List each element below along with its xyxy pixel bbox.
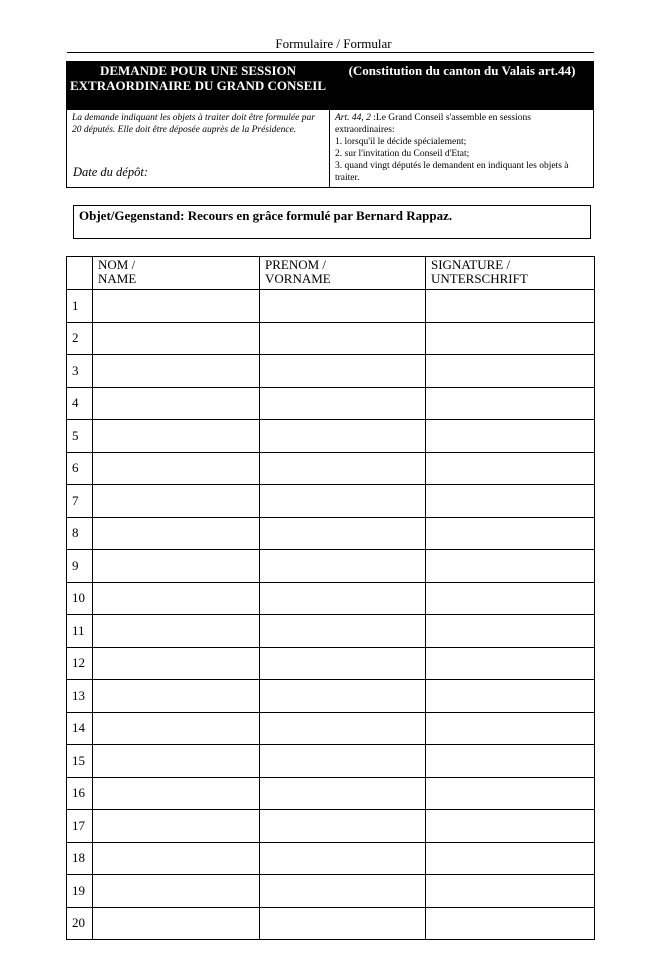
column-header-line: SIGNATURE /	[431, 257, 511, 272]
article-item: 1. lorsqu'il le décide spécialement;	[335, 137, 467, 147]
signature-cell[interactable]	[426, 842, 595, 875]
instructions-text: La demande indiquant les objets à traiter doit être formulée par 20 députés. Elle doit être déposée auprès de la Présidence.	[72, 113, 315, 135]
signature-cell[interactable]	[426, 647, 595, 680]
row-number: 4	[67, 387, 93, 420]
row-number: 8	[67, 517, 93, 550]
name-cell[interactable]	[93, 615, 260, 648]
row-number: 9	[67, 550, 93, 583]
table-row	[67, 387, 595, 420]
title-rule	[67, 52, 594, 53]
name-cell[interactable]	[93, 355, 260, 388]
column-header-signature	[426, 257, 595, 290]
name-cell[interactable]	[93, 387, 260, 420]
number-column-header	[67, 257, 93, 290]
row-number: 15	[67, 745, 93, 778]
signature-cell[interactable]	[426, 517, 595, 550]
row-number: 14	[67, 712, 93, 745]
article-ref: Art. 44, 2	[335, 113, 371, 123]
name-cell[interactable]	[93, 712, 260, 745]
column-header-line: VORNAME	[265, 271, 331, 286]
table-row	[67, 322, 595, 355]
table-row	[67, 777, 595, 810]
firstname-cell[interactable]	[260, 810, 426, 843]
column-header-line: UNTERSCHRIFT	[431, 271, 528, 286]
signature-cell[interactable]	[426, 907, 595, 940]
firstname-cell[interactable]	[260, 290, 426, 323]
name-cell[interactable]	[93, 290, 260, 323]
signature-cell[interactable]	[426, 680, 595, 713]
signature-cell[interactable]	[426, 745, 595, 778]
signature-cell[interactable]	[426, 550, 595, 583]
column-header-line: PRENOM /	[265, 257, 327, 272]
name-cell[interactable]	[93, 322, 260, 355]
firstname-cell[interactable]	[260, 907, 426, 940]
table-row	[67, 355, 595, 388]
firstname-cell[interactable]	[260, 647, 426, 680]
signature-cell[interactable]	[426, 322, 595, 355]
table-row	[67, 290, 595, 323]
name-cell[interactable]	[93, 517, 260, 550]
table-row	[67, 452, 595, 485]
firstname-cell[interactable]	[260, 355, 426, 388]
request-title: DEMANDE POUR UNE SESSION EXTRAORDINAIRE DU GRAND CONSEIL	[69, 63, 327, 93]
row-number: 12	[67, 647, 93, 680]
table-row	[67, 550, 595, 583]
name-cell[interactable]	[93, 550, 260, 583]
row-number: 10	[67, 582, 93, 615]
signature-cell[interactable]	[426, 582, 595, 615]
signature-cell[interactable]	[426, 712, 595, 745]
name-cell[interactable]	[93, 680, 260, 713]
article-intro: :Le Grand Conseil s'assemble en sessions extraordinaires:	[335, 113, 531, 135]
row-number: 19	[67, 875, 93, 908]
row-number: 2	[67, 322, 93, 355]
row-number: 5	[67, 420, 93, 453]
header-divider	[329, 110, 330, 188]
table-row	[67, 517, 595, 550]
firstname-cell[interactable]	[260, 745, 426, 778]
table-row	[67, 420, 595, 453]
deposit-date-label: Date du dépôt:	[73, 165, 148, 179]
name-cell[interactable]	[93, 582, 260, 615]
firstname-cell[interactable]	[260, 420, 426, 453]
firstname-cell[interactable]	[260, 680, 426, 713]
signature-cell[interactable]	[426, 420, 595, 453]
signature-cell[interactable]	[426, 875, 595, 908]
table-row	[67, 582, 595, 615]
signature-cell[interactable]	[426, 615, 595, 648]
name-cell[interactable]	[93, 907, 260, 940]
row-number: 3	[67, 355, 93, 388]
table-row	[67, 485, 595, 518]
signature-cell[interactable]	[426, 355, 595, 388]
firstname-cell[interactable]	[260, 875, 426, 908]
table-row	[67, 615, 595, 648]
row-number: 16	[67, 777, 93, 810]
object-box	[73, 205, 591, 239]
row-number: 20	[67, 907, 93, 940]
firstname-cell[interactable]	[260, 322, 426, 355]
constitution-reference: (Constitution du canton du Valais art.44)	[348, 63, 576, 78]
firstname-cell[interactable]	[260, 452, 426, 485]
table-row	[67, 712, 595, 745]
column-header-firstname	[260, 257, 426, 290]
row-number: 13	[67, 680, 93, 713]
firstname-cell[interactable]	[260, 615, 426, 648]
row-number: 11	[67, 615, 93, 648]
name-cell[interactable]	[93, 810, 260, 843]
name-cell[interactable]	[93, 420, 260, 453]
firstname-cell[interactable]	[260, 387, 426, 420]
article-text	[335, 112, 591, 184]
row-number: 17	[67, 810, 93, 843]
firstname-cell[interactable]	[260, 842, 426, 875]
name-cell[interactable]	[93, 452, 260, 485]
table-row	[67, 810, 595, 843]
object-text: Objet/Gegenstand: Recours en grâce formulé par Bernard Rappaz.	[79, 208, 453, 223]
name-cell[interactable]	[93, 875, 260, 908]
firstname-cell[interactable]	[260, 777, 426, 810]
row-number: 18	[67, 842, 93, 875]
table-row	[67, 907, 595, 940]
name-cell[interactable]	[93, 777, 260, 810]
column-header-name	[93, 257, 260, 290]
row-number: 1	[67, 290, 93, 323]
signature-cell[interactable]	[426, 485, 595, 518]
form-title: Formulaire / Formular	[275, 36, 392, 51]
firstname-cell[interactable]	[260, 485, 426, 518]
table-row	[67, 647, 595, 680]
name-cell[interactable]	[93, 647, 260, 680]
signature-cell[interactable]	[426, 290, 595, 323]
row-number: 7	[67, 485, 93, 518]
column-header-line: NOM /	[98, 257, 136, 272]
name-cell[interactable]	[93, 745, 260, 778]
firstname-cell[interactable]	[260, 582, 426, 615]
table-row	[67, 745, 595, 778]
header-box	[66, 61, 594, 188]
name-cell[interactable]	[93, 842, 260, 875]
signature-cell[interactable]	[426, 452, 595, 485]
article-item: 2. sur l'invitation du Conseil d'Etat;	[335, 149, 470, 159]
column-header-line: NAME	[98, 271, 137, 286]
firstname-cell[interactable]	[260, 550, 426, 583]
signature-table	[66, 256, 595, 940]
table-row	[67, 842, 595, 875]
article-item: 3. quand vingt députés le demandent en indiquant les objets à traiter.	[335, 161, 569, 183]
signature-cell[interactable]	[426, 387, 595, 420]
name-cell[interactable]	[93, 485, 260, 518]
table-row	[67, 875, 595, 908]
firstname-cell[interactable]	[260, 517, 426, 550]
table-header-row	[67, 257, 595, 290]
signature-cell[interactable]	[426, 810, 595, 843]
table-row	[67, 680, 595, 713]
firstname-cell[interactable]	[260, 712, 426, 745]
signature-cell[interactable]	[426, 777, 595, 810]
row-number: 6	[67, 452, 93, 485]
